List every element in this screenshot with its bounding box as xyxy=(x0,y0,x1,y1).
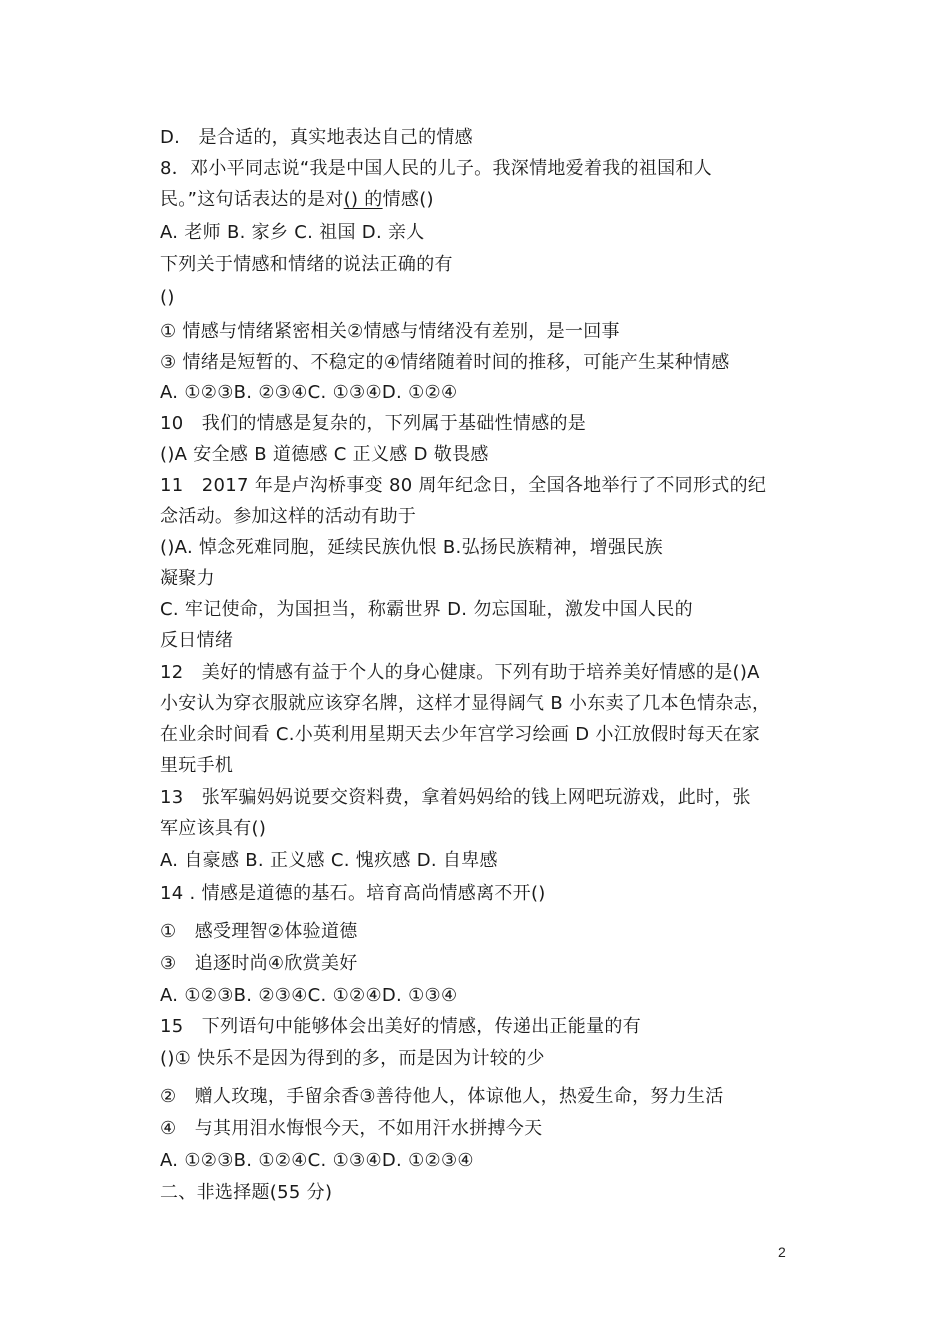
question-10-options: ()A 安全感 B 道德感 C 正义感 D 敬畏感 xyxy=(160,444,489,465)
text-line: 凝聚力 xyxy=(160,568,215,589)
question-9-blank: () xyxy=(160,287,175,308)
text-line: ① 感受理智②体验道德 xyxy=(160,921,358,942)
text-line: 里玩手机 xyxy=(160,755,234,776)
question-14-stem: 14 . 情感是道德的基石。培育高尚情感离不开() xyxy=(160,883,546,904)
question-9-options: A. ①②③B. ②③④C. ①③④D. ①②④ xyxy=(160,382,458,403)
text-line: ③ 情绪是短暂的、不稳定的④情绪随着时间的推移，可能产生某种情感 xyxy=(160,352,730,373)
question-8-options: A. 老师 B. 家乡 C. 祖国 D. 亲人 xyxy=(160,222,425,243)
text-line: ② 赠人玫瑰，手留余香③善待他人，体谅他人，热爱生命，努力生活 xyxy=(160,1086,724,1107)
text-line: ()① 快乐不是因为得到的多，而是因为计较的少 xyxy=(160,1048,545,1069)
question-10-stem: 10 我们的情感是复杂的，下列属于基础性情感的是 xyxy=(160,413,587,434)
text-segment: 情感() xyxy=(382,189,434,210)
question-13-options: A. 自豪感 B. 正义感 C. 愧疚感 D. 自卑感 xyxy=(160,850,498,871)
text-line: 反日情绪 xyxy=(160,630,234,651)
section-heading: 二、非选择题(55 分) xyxy=(160,1182,333,1203)
question-15-options: A. ①②③B. ①②④C. ①③④D. ①②③④ xyxy=(160,1150,474,1171)
text-line: ③ 追逐时尚④欣赏美好 xyxy=(160,953,358,974)
question-13-stem: 13 张军骗妈妈说要交资料费，拿着妈妈给的钱上网吧玩游戏，此时，张 xyxy=(160,787,751,808)
text-line: ④ 与其用泪水悔恨今天，不如用汗水拼搏今天 xyxy=(160,1118,543,1139)
text-line: C. 牢记使命，为国担当，称霸世界 D. 勿忘国耻，激发中国人民的 xyxy=(160,599,693,620)
question-15-stem: 15 下列语句中能够体会出美好的情感，传递出正能量的有 xyxy=(160,1016,642,1037)
question-8-line-1: 8．邓小平同志说“我是中国人民的儿子。我深情地爱着我的祖国和人 xyxy=(160,158,713,179)
question-12-stem: 12 美好的情感有益于个人的身心健康。下列有助于培养美好情感的是()A xyxy=(160,662,760,683)
question-8-line-2 xyxy=(160,188,434,212)
question-9-stem: 下列关于情感和情绪的说法正确的有 xyxy=(160,254,453,275)
text-line: D. 是合适的，真实地表达自己的情感 xyxy=(160,127,473,148)
text-line: 小安认为穿衣服就应该穿名牌，这样才显得阔气 B 小东卖了几本色情杂志， xyxy=(160,693,771,714)
text-segment: 民。”这句话表达的是对 xyxy=(160,189,344,210)
text-line: ()A. 悼念死难同胞，延续民族仇恨 B.弘扬民族精神，增强民族 xyxy=(160,537,663,558)
text-line: 念活动。参加这样的活动有助于 xyxy=(160,506,417,527)
text-line: ① 情感与情绪紧密相关②情感与情绪没有差别，是一回事 xyxy=(160,321,620,342)
text-line: 军应该具有() xyxy=(160,818,267,839)
text-line: 在业余时间看 C.小英利用星期天去少年宫学习绘画 D 小江放假时每天在家 xyxy=(160,724,761,745)
question-14-options: A. ①②③B. ②③④C. ①②④D. ①③④ xyxy=(160,985,458,1006)
question-11-stem: 11 2017 年是卢沟桥事变 80 周年纪念日，全国各地举行了不同形式的纪 xyxy=(160,475,767,496)
page-number: 2 xyxy=(778,1244,786,1260)
underlined-blank: () 的 xyxy=(343,189,383,210)
